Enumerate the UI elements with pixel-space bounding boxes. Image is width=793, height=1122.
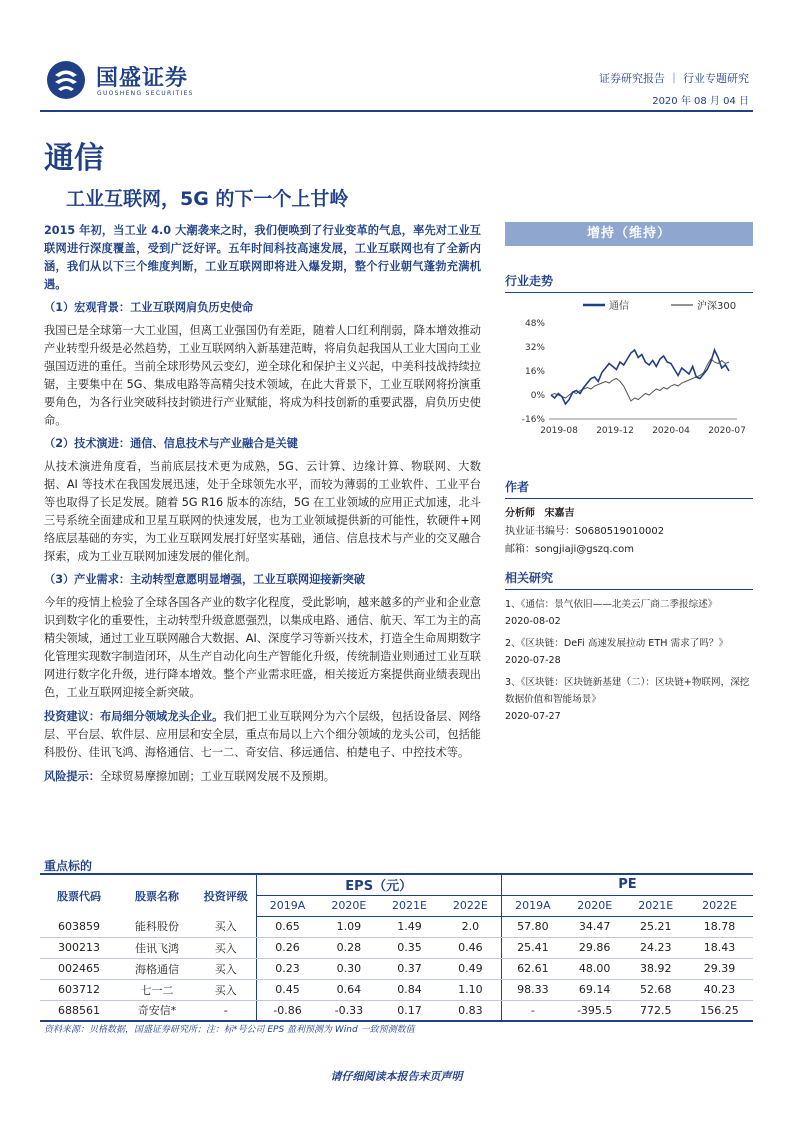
- y-tick-label: 16%: [524, 367, 545, 377]
- pe-cell: -: [501, 1000, 564, 1021]
- eps-cell: 0.65: [256, 916, 319, 937]
- eps-cell: 0.35: [379, 937, 440, 958]
- author-block: [505, 505, 753, 559]
- col-rating: 投资评级: [196, 874, 256, 916]
- pe-cell: 34.47: [564, 916, 626, 937]
- stock-code: 603712: [40, 979, 118, 1000]
- header-divider: [40, 110, 753, 112]
- eps-group-header: EPS（元）: [256, 874, 501, 895]
- table-row: [40, 958, 753, 979]
- analyst-cert: 执业证书编号：S0680519010002: [505, 526, 665, 537]
- eps-cell: 0.26: [256, 937, 319, 958]
- eps-cell: 0.28: [319, 937, 380, 958]
- pe-cell: 52.68: [625, 979, 686, 1000]
- eps-cell: 1.09: [319, 916, 380, 937]
- stock-rating: 买入: [196, 979, 256, 1000]
- year-header: 2022E: [440, 895, 502, 916]
- legend-label: 沪深300: [697, 301, 737, 312]
- key-stocks-table: [40, 873, 753, 1022]
- guosheng-logo-icon: [46, 60, 86, 100]
- y-tick-label: 0%: [530, 391, 545, 401]
- stock-name: 能科股份: [118, 916, 196, 937]
- pe-cell: -395.5: [564, 1000, 626, 1021]
- section-body-macro: 我国已是全球第一大工业国，但离工业强国仍有差距，随着人口红利削弱，降本增效推动产业转型升级是必然趋势，工业互联网纳入新基建范畴，将肩负起我国从工业大国向工业强国迈进的重任。当前全球形势风云变幻，逆全球化和保护主义兴起，中美科技战持续拉锯，主要集中在 5G、集成电路等高精尖技术领域，在此大背景下，工业互联网将扮演重要角色，为各行业突破科技封锁进行产业赋能，将成为科技创新的重要武器，肩负历史使命。: [44, 324, 481, 427]
- investment-label: 投资建议：布局细分领域龙头企业。: [44, 710, 224, 723]
- pe-cell: 18.78: [686, 916, 753, 937]
- trend-chart-svg: [505, 293, 753, 438]
- eps-cell: 0.45: [256, 979, 319, 1000]
- rating-badge: 增持（维持）: [505, 222, 753, 246]
- pe-cell: 29.86: [564, 937, 626, 958]
- investment-advice: [44, 708, 481, 762]
- x-tick-label: 2020-07: [708, 426, 746, 436]
- eps-cell: 0.46: [440, 937, 502, 958]
- related-date: 2020-07-28: [505, 655, 561, 666]
- year-header: 2019A: [501, 895, 564, 916]
- eps-cell: 2.0: [440, 916, 502, 937]
- risk-label: 风险提示：: [44, 770, 100, 783]
- trend-chart: [505, 293, 753, 438]
- related-item[interactable]: [505, 635, 753, 669]
- intro-paragraph: 2015 年初，当工业 4.0 大潮袭来之时，我们便唤到了行业变革的气息，率先对工业互联网进行深度覆盖，受到广泛好评。五年时间科技高速发展，工业互联网也有了全新内涵，我们从以下三个维度判断，工业互联网即将进入爆发期，整个行业朝气蓬勃充满机遇。: [44, 224, 481, 291]
- analyst-name: 宋嘉吉: [544, 508, 575, 519]
- related-item[interactable]: [505, 596, 753, 630]
- stock-name: 奇安信*: [118, 1000, 196, 1021]
- eps-cell: 0.17: [379, 1000, 440, 1021]
- source-note: 资料来源：贝格数据，国盛证券研究所；注：标*号公司 EPS 盈利预测为 Wind 一致预测数值: [44, 1025, 415, 1035]
- series-line-csi300: [551, 359, 729, 401]
- sidebar: [505, 222, 753, 730]
- table-row: [40, 979, 753, 1000]
- table-row: [40, 916, 753, 937]
- pe-cell: 18.43: [686, 937, 753, 958]
- eps-cell: 1.49: [379, 916, 440, 937]
- pe-cell: 25.41: [501, 937, 564, 958]
- year-header: 2022E: [686, 895, 753, 916]
- eps-cell: 1.10: [440, 979, 502, 1000]
- y-tick-label: -16%: [521, 415, 545, 425]
- pe-cell: 24.23: [625, 937, 686, 958]
- legend-label: 通信: [609, 301, 629, 312]
- report-date: 2020 年 08 月 04 日: [652, 96, 749, 107]
- eps-cell: -0.33: [319, 1000, 380, 1021]
- pe-cell: 40.23: [686, 979, 753, 1000]
- pe-cell: 62.61: [501, 958, 564, 979]
- report-type: 证券研究报告 ｜ 行业专题研究: [599, 72, 749, 85]
- section-heading-tech: （2）技术演进：通信、信息技术与产业融合是关键: [44, 437, 298, 450]
- analyst-email[interactable]: 邮箱：songjiaji@gszq.com: [505, 544, 634, 555]
- related-list: [505, 596, 753, 725]
- eps-cell: 0.83: [440, 1000, 502, 1021]
- related-date: 2020-07-27: [505, 711, 561, 722]
- eps-cell: 0.37: [379, 958, 440, 979]
- company-logo: [46, 60, 266, 102]
- stock-rating: 买入: [196, 937, 256, 958]
- y-tick-label: 48%: [524, 319, 545, 329]
- trend-heading: 行业走势: [505, 272, 753, 293]
- pe-cell: 69.14: [564, 979, 626, 1000]
- col-code: 股票代码: [40, 874, 118, 916]
- eps-cell: 0.49: [440, 958, 502, 979]
- table-header-row: [40, 874, 753, 895]
- sector-title: 通信: [44, 141, 104, 176]
- related-item[interactable]: [505, 674, 753, 725]
- pe-cell: 57.80: [501, 916, 564, 937]
- year-header: 2021E: [625, 895, 686, 916]
- pe-cell: 772.5: [625, 1000, 686, 1021]
- table-row: [40, 1000, 753, 1021]
- stock-name: 七一二: [118, 979, 196, 1000]
- report-title: 工业互联网，5G 的下一个上甘岭: [66, 188, 349, 210]
- analyst: [505, 505, 753, 523]
- logo-name-en: GUOSHENG SECURITIES: [97, 90, 194, 97]
- stock-rating: -: [196, 1000, 256, 1021]
- stock-name: 海格通信: [118, 958, 196, 979]
- stock-code: 002465: [40, 958, 118, 979]
- logo-name-cn: 国盛证券: [96, 66, 189, 91]
- year-header: 2020E: [319, 895, 380, 916]
- stock-rating: 买入: [196, 958, 256, 979]
- related-title: 1、《通信：景气依旧——北美云厂商二季报综述》: [505, 599, 718, 610]
- year-header: 2019A: [256, 895, 319, 916]
- pe-group-header: PE: [501, 874, 753, 895]
- section-heading-demand: （3）产业需求：主动转型意愿明显增强，工业互联网迎接新突破: [44, 573, 366, 586]
- x-tick-label: 2019-12: [596, 426, 634, 436]
- eps-cell: 0.84: [379, 979, 440, 1000]
- related-title: 3、《区块链：区块链新基建（二）：区块链+物联网，深挖数据价值和智能场景》: [505, 677, 750, 705]
- stock-name: 佳讯飞鸿: [118, 937, 196, 958]
- y-tick-label: 32%: [524, 343, 545, 353]
- x-tick-label: 2020-04: [652, 426, 690, 436]
- main-column: [44, 222, 481, 788]
- pe-cell: 29.39: [686, 958, 753, 979]
- related-heading: 相关研究: [505, 569, 753, 590]
- eps-cell: 0.64: [319, 979, 380, 1000]
- related-date: 2020-08-02: [505, 616, 561, 627]
- series-line-telecom: [551, 350, 729, 404]
- related-title: 2、《区块链：DeFi 高速发展拉动 ETH 需求了吗？》: [505, 638, 729, 649]
- section-heading-macro: （1）宏观背景：工业互联网肩负历史使命: [44, 301, 254, 314]
- pe-cell: 38.92: [625, 958, 686, 979]
- eps-cell: 0.30: [319, 958, 380, 979]
- year-header: 2020E: [564, 895, 626, 916]
- investment-body: 我们把工业互联网分为六个层级，包括设备层、网络层、平台层、软件层、应用层和安全层，重点布局以上六个细分领域的龙头公司，包括能科股份、佳讯飞鸿、海格通信、七一二、奇安信、移远通信、柏楚电子、中控技术等。: [44, 710, 481, 759]
- footer-disclaimer: 请仔细阅读本报告末页声明: [330, 1070, 463, 1083]
- pe-cell: 48.00: [564, 958, 626, 979]
- author-heading: 作者: [505, 478, 753, 499]
- year-header: 2021E: [379, 895, 440, 916]
- stock-code: 688561: [40, 1000, 118, 1021]
- stock-code: 300213: [40, 937, 118, 958]
- risk-body: 全球贸易摩擦加剧；工业互联网发展不及预期。: [99, 770, 335, 783]
- pe-cell: 98.33: [501, 979, 564, 1000]
- col-name: 股票名称: [118, 874, 196, 916]
- section-body-demand: 今年的疫情上检验了全球各国各产业的数字化程度，受此影响，越来越多的产业和企业意识到数字化的重要性，主动转型升级意愿强烈，以集成电路、通信、航天、军工为主的高精尖领域，通过工业互联网融合大数据、AI、深度学习等新兴技术，打造全生命周期数字化管理实现数字制造闭环，从生产自动化向生产智能化升级，传统制造业则通过工业互联网进行数字化升级，进行降本增效。整个产业需求旺盛，相关接近方案提供商业绩表现出色，工业互联网迎接全新突破。: [44, 596, 481, 699]
- eps-cell: -0.86: [256, 1000, 319, 1021]
- table-row: [40, 937, 753, 958]
- risk-warning: [44, 768, 481, 786]
- x-tick-label: 2019-08: [540, 426, 578, 436]
- stock-rating: 买入: [196, 916, 256, 937]
- pe-cell: 156.25: [686, 1000, 753, 1021]
- pe-cell: 25.21: [625, 916, 686, 937]
- table-heading: 重点标的: [44, 859, 93, 873]
- section-body-tech: 从技术演进角度看，当前底层技术更为成熟，5G、云计算、边缘计算、物联网、大数据、AI 等技术在我国发展迅速，处于全球领先水平，而较为薄弱的工业软件、工业平台等也取得了长足发展。随着 5G R16 版本的冻结，5G 在工业领域的应用正式加速，北斗三号系统全面建成和卫星互联网的快速发展，也为工业领域提供新的可能性，软硬件+网络底层基础的夯实，为工业互联网发展打好坚实基础，通信、信息技术与产业的交叉融合探索，成为工业互联网加速发展的催化剂。: [44, 460, 481, 563]
- analyst-label: 分析师: [505, 508, 535, 519]
- stock-code: 603859: [40, 916, 118, 937]
- eps-cell: 0.23: [256, 958, 319, 979]
